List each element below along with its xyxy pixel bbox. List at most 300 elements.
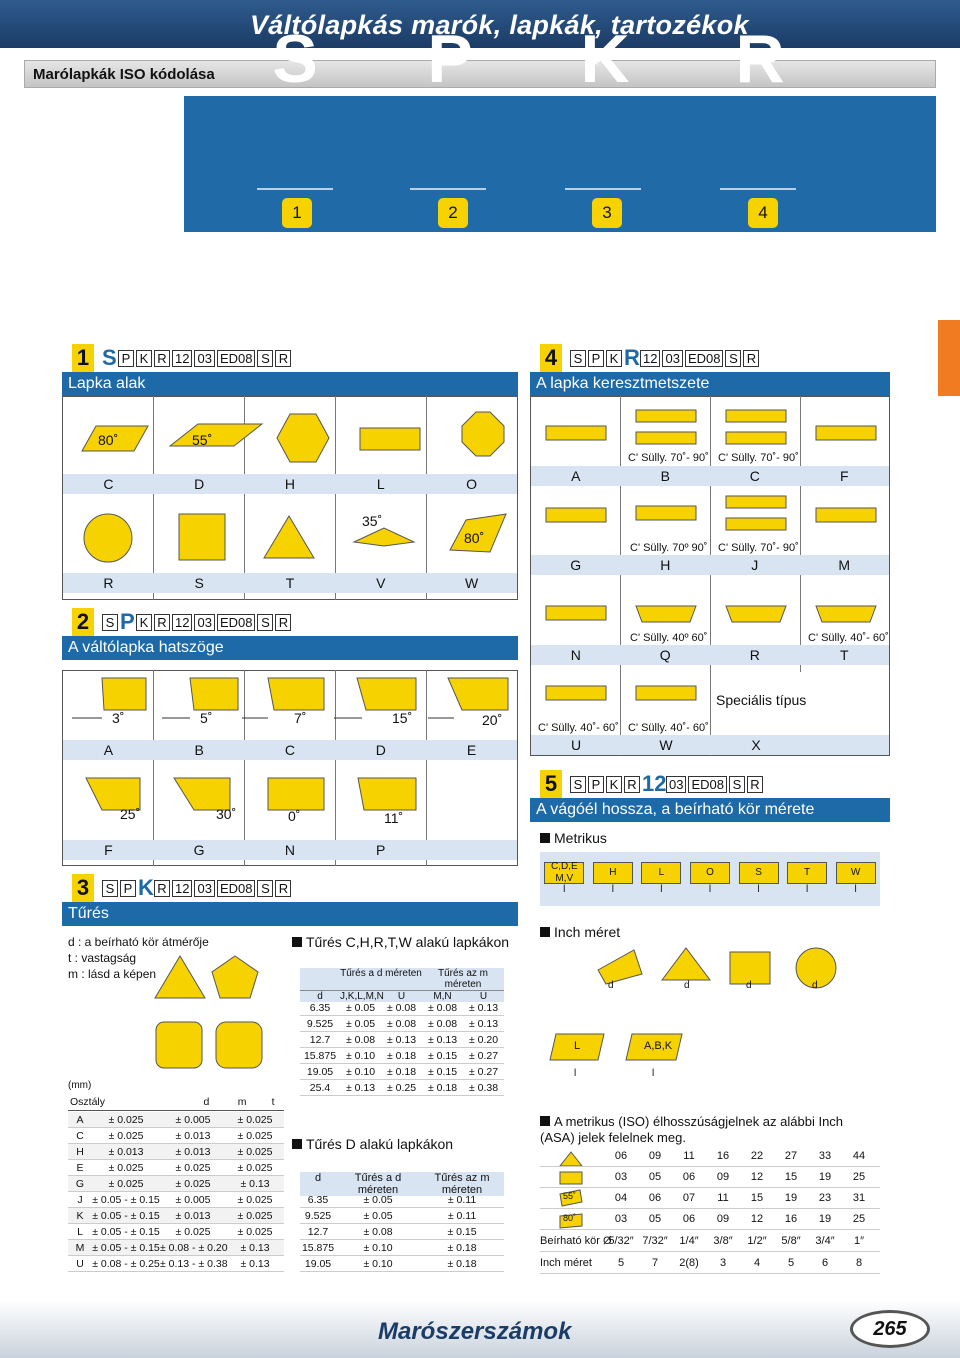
table-cell: 6.35 (309, 1001, 331, 1014)
octagon-icon (462, 412, 504, 456)
table-cell: ± 0.13 (386, 1033, 417, 1046)
col-header: Osztály (70, 1096, 106, 1108)
unit-label: (mm) (68, 1080, 92, 1091)
table-cell: 3/4″ (815, 1234, 835, 1247)
section-bar: A váltólapka hatszöge (62, 636, 518, 660)
table-cell: 3/8″ (713, 1234, 733, 1247)
note: C' Sülly. 40º 60˚ (630, 632, 708, 644)
col-header: d (203, 1096, 210, 1108)
angle-code: F (104, 842, 113, 858)
square-icon (156, 1022, 202, 1068)
table-cell: 5/8″ (781, 1234, 801, 1247)
table-cell: 15.875 (301, 1241, 335, 1254)
table-cell: ± 0.025 (108, 1177, 144, 1190)
divider (565, 188, 641, 190)
table-cell: 31 (852, 1192, 866, 1204)
table-row (68, 1160, 284, 1176)
code-box: 03 (662, 350, 682, 367)
legend-line: t : vastagság (68, 951, 137, 965)
table-cell: ± 0.27 (468, 1065, 499, 1078)
tol-a-title (292, 934, 509, 950)
table-cell: 9.525 (306, 1017, 334, 1030)
table-cell: ± 0.025 (175, 1225, 211, 1238)
angle-label: 35˚ (362, 513, 383, 529)
table-cell: 07 (682, 1192, 696, 1204)
highlight-code: S (102, 345, 117, 370)
angle-label: 0˚ (288, 808, 301, 824)
dim-label: d (684, 980, 690, 991)
angle-label: 7˚ (294, 710, 307, 726)
table-row (68, 1224, 284, 1240)
code-box: 12 (172, 880, 192, 897)
cross-section-label-row (531, 645, 889, 665)
dim-label: l (805, 884, 809, 895)
special-type-label: Speciális típus (716, 692, 807, 708)
code-row-4 (540, 344, 759, 372)
col-header: d (314, 1172, 322, 1184)
metric-shape (690, 862, 730, 896)
code-row-3 (72, 874, 291, 902)
highlight-code: 12 (642, 771, 667, 796)
table-cell: ± 0.05 (345, 1017, 376, 1030)
code-box: K (606, 776, 622, 793)
note: C' Sülly. 70˚- 90˚ (628, 452, 709, 464)
table-cell: 09 (648, 1150, 662, 1162)
table-cell: 5/32″ (608, 1234, 634, 1247)
code-box: S (102, 614, 118, 631)
banner-number: 1 (282, 198, 312, 228)
rectangle-icon (360, 428, 420, 450)
table-row (68, 1112, 284, 1128)
shape-code: T (285, 575, 295, 591)
metric-shape (593, 862, 633, 896)
code-row-1 (72, 344, 291, 372)
table-cell: A (76, 1113, 84, 1126)
metric-shape (544, 862, 584, 896)
tolerance-class-rows (68, 1112, 284, 1272)
table-row (68, 1176, 284, 1192)
square-icon (179, 514, 225, 560)
table-cell: 06 (614, 1150, 628, 1162)
table-cell: 15 (784, 1171, 798, 1183)
angle-label: 11˚ (384, 810, 404, 826)
angle-label: 15˚ (392, 710, 413, 726)
table-cell: 1/4″ (679, 1234, 699, 1247)
code-box: 03 (194, 614, 214, 631)
table-cell: ± 0.05 - ± 0.15 (92, 1241, 160, 1254)
dim-label: l (652, 1068, 655, 1079)
code-box: S (102, 880, 118, 897)
note: C' Sülly. 70˚- 90˚ (718, 452, 799, 464)
code-box: ED08 (217, 350, 256, 367)
table-cell: ± 0.013 (175, 1145, 211, 1158)
table-cell: 04 (614, 1192, 628, 1204)
code-box: 12 (640, 350, 660, 367)
tolerance-class-table (68, 1094, 284, 1111)
table-cell: 1″ (853, 1234, 864, 1247)
inch-heading (540, 924, 620, 940)
table-cell: ± 0.13 (468, 1001, 499, 1014)
table-cell: 2(8) (679, 1256, 699, 1269)
metric-shape-label: S (739, 862, 779, 884)
table-cell: 19.05 (306, 1065, 334, 1078)
conversion-note (540, 1114, 880, 1146)
table-cell: 6 (821, 1256, 829, 1269)
triangle-icon (155, 956, 205, 998)
dim-label: l (574, 1068, 577, 1079)
angle-label: 20˚ (482, 712, 503, 728)
page-number: 265 (850, 1310, 930, 1348)
table-cell: 05 (648, 1171, 662, 1183)
angle-label-row (63, 740, 517, 760)
table-cell: 25.4 (309, 1081, 331, 1094)
highlight-code: K (138, 875, 154, 900)
angle-code: E (466, 742, 477, 758)
cross-section-code: Q (659, 647, 671, 663)
shape-code: O (466, 476, 478, 492)
code-box: 03 (194, 880, 214, 897)
table-row (300, 1080, 504, 1096)
table-cell: 27 (784, 1150, 798, 1162)
code-box: S (729, 776, 745, 793)
table-cell: 9.525 (304, 1209, 332, 1222)
table-cell: ± 0.005 (175, 1113, 211, 1126)
wedge-icon (448, 678, 508, 710)
highlight-code: R (624, 345, 640, 370)
code-box: R (275, 880, 291, 897)
cross-section-code: A (571, 468, 581, 484)
code-box: S (570, 776, 586, 793)
shape-code: V (376, 575, 386, 591)
table-cell: ± 0.15 (427, 1049, 458, 1062)
note: C' Sülly. 70º 90˚ (630, 542, 708, 554)
metric-shape-label: H (593, 862, 633, 884)
table-row (300, 1016, 504, 1032)
angle-label: 3˚ (112, 710, 125, 726)
metric-shape-label: L (641, 862, 681, 884)
metric-shapes (540, 852, 880, 906)
code-box: 03 (194, 350, 214, 367)
table-cell: Inch méret (540, 1256, 592, 1269)
table-cell: ± 0.025 (237, 1161, 273, 1174)
table-cell: 12.7 (309, 1033, 331, 1046)
table-cell: 19 (818, 1213, 832, 1225)
code-box: S (725, 350, 741, 367)
table-cell: ± 0.13 (345, 1081, 376, 1094)
code-box: R (154, 614, 170, 631)
table-cell: ± 0.18 (427, 1081, 458, 1094)
section-bar: A vágóél hossza, a beírható kör mérete (530, 798, 890, 822)
table-cell: ± 0.15 (427, 1065, 458, 1078)
col-header: Tűrés az m méreten (437, 968, 488, 990)
table-cell: 7/32″ (642, 1234, 668, 1247)
table-cell: ± 0.13 (427, 1033, 458, 1046)
table-cell: 1/2″ (747, 1234, 767, 1247)
code-box: P (588, 776, 604, 793)
circle-icon (84, 514, 132, 562)
cross-section-code: U (570, 737, 582, 753)
banner-letter: S (272, 21, 318, 97)
table-cell: 15 (750, 1192, 764, 1204)
code-box: S (570, 350, 586, 367)
table-cell: ± 0.13 (468, 1017, 499, 1030)
rhombus-icon (598, 950, 642, 984)
table-cell: ± 0.013 (175, 1129, 211, 1142)
table-row (300, 1240, 504, 1256)
banner-number: 3 (592, 198, 622, 228)
table-cell: ± 0.08 - ± 0.20 (160, 1241, 228, 1254)
banner-number: 2 (438, 198, 468, 228)
divider (720, 188, 796, 190)
table-cell: 06 (682, 1171, 696, 1183)
code-box: R (154, 880, 170, 897)
wedge-icon (190, 678, 238, 710)
metric-shape (836, 862, 876, 896)
table-row (540, 1146, 880, 1167)
code-box: R (275, 614, 291, 631)
dim-label: l (611, 884, 614, 895)
note: C' Sülly. 40˚- 60˚ (538, 722, 619, 734)
table-cell: 12 (750, 1171, 764, 1183)
cross-section-code: W (659, 737, 673, 753)
table-cell: 03 (614, 1171, 628, 1183)
table-cell: L (77, 1225, 83, 1238)
table-cell: 19.05 (304, 1257, 332, 1270)
rhombus-55-icon (170, 424, 262, 446)
cross-section-drawings (530, 396, 890, 756)
table-cell: ± 0.13 - ± 0.38 (160, 1257, 228, 1270)
wedge-icon (357, 678, 416, 710)
table-row (68, 1144, 284, 1160)
metric-shape-label: O (690, 862, 730, 884)
tol-b-title (292, 1136, 453, 1152)
col-header: Tűrés a d méreten (354, 1172, 402, 1196)
metric-shape-label: W (836, 862, 876, 884)
code-box: ED08 (217, 614, 256, 631)
angle-label: 5˚ (200, 710, 213, 726)
table-cell: ± 0.11 (447, 1209, 477, 1222)
dim-label: l (708, 884, 712, 895)
code-box: R (154, 350, 170, 367)
table-cell: ± 0.05 (363, 1209, 393, 1222)
table-cell: C (76, 1129, 84, 1142)
table-cell: 6.35 (307, 1193, 329, 1206)
table-row (300, 1000, 504, 1016)
table-cell: 3 (719, 1256, 727, 1269)
cross-section-code: N (570, 647, 581, 663)
wedge-icon (268, 778, 324, 810)
table-cell: 12 (750, 1213, 764, 1225)
code-box: 12 (172, 350, 192, 367)
angle-label: 80˚ (98, 432, 119, 448)
angle-label: 80˚ (563, 1213, 577, 1223)
section-title: Marólapkák ISO kódolása (33, 66, 215, 83)
note: C' Sülly. 70˚- 90˚ (718, 542, 799, 554)
tolerance-diagram (140, 952, 290, 1082)
legend-line: d : a beírható kör átmérője (68, 935, 209, 949)
table-cell: 23 (818, 1192, 832, 1204)
clearance-angle-drawings (62, 670, 518, 866)
cross-section-code: T (839, 647, 849, 663)
table-cell: G (75, 1177, 85, 1190)
table-cell: ± 0.10 (363, 1241, 393, 1254)
table-cell: 25 (852, 1171, 866, 1183)
table-cell: 5 (787, 1256, 795, 1269)
angle-code: G (193, 842, 205, 858)
table-cell: 7 (651, 1256, 659, 1269)
angle-code: N (284, 842, 295, 858)
dim-label: l (757, 884, 760, 895)
table-cell: 22 (750, 1150, 764, 1162)
tol-b-rows (300, 1192, 504, 1272)
shape-code: C (103, 476, 114, 492)
col-header: U (479, 991, 488, 1002)
dim-label: l (563, 884, 566, 895)
table-cell: 05 (648, 1213, 662, 1225)
code-box: ED08 (685, 350, 724, 367)
table-row (68, 1192, 284, 1208)
cross-section-code: J (751, 557, 759, 573)
table-cell: ± 0.08 - ± 0.25 (92, 1257, 160, 1270)
section-bar: Tűrés (62, 902, 518, 926)
metric-label: Metrikus (554, 830, 607, 846)
dim-label: d (608, 980, 614, 991)
table-cell: ± 0.005 (175, 1193, 211, 1206)
table-cell: ± 0.025 (237, 1193, 273, 1206)
tol-a-rows (300, 1000, 504, 1096)
table-cell: ± 0.10 (345, 1065, 376, 1078)
table-cell: ± 0.05 - ± 0.15 (92, 1225, 160, 1238)
angle-code: D (375, 742, 386, 758)
metric-shape (641, 862, 681, 896)
code-box: K (136, 614, 152, 631)
table-cell: 19 (818, 1171, 832, 1183)
metric-shape (787, 862, 827, 896)
table-cell: ± 0.025 (237, 1129, 273, 1142)
table-cell: ± 0.025 (108, 1129, 144, 1142)
col-header: d (317, 991, 323, 1002)
code-box: 12 (172, 614, 192, 631)
cross-section-code: R (749, 647, 760, 663)
table-cell: 11 (717, 1192, 729, 1204)
page-title: Váltólapkás marók, lapkák, tartozékok (250, 10, 749, 40)
tol-b-title-text: Tűrés D alakú lapkákon (306, 1136, 454, 1152)
wedge-icon (102, 678, 146, 710)
col-header: J,K,L,M,N (340, 991, 384, 1002)
code-box: K (136, 350, 152, 367)
shape-code: L (376, 476, 385, 492)
code-row-2 (72, 608, 291, 636)
table-row (68, 1240, 284, 1256)
table-cell: ± 0.18 (386, 1065, 417, 1078)
angle-code: C (284, 742, 296, 758)
divider (257, 188, 333, 190)
table-cell: ± 0.15 (447, 1225, 477, 1238)
table-cell: 25 (852, 1213, 866, 1225)
table-cell: ± 0.025 (175, 1161, 211, 1174)
inch-label: Inch méret (554, 924, 621, 940)
table-cell: ± 0.08 (427, 1017, 458, 1030)
angle-label: 55˚ (192, 432, 213, 448)
pentagon-icon (212, 956, 258, 998)
table-cell: ± 0.20 (468, 1033, 499, 1046)
table-cell: ± 0.05 - ± 0.15 (92, 1193, 160, 1206)
section-number: 3 (72, 874, 94, 902)
col-header: t (271, 1096, 275, 1108)
table-row (540, 1188, 880, 1209)
section-number: 2 (72, 608, 94, 636)
table-cell: ± 0.025 (175, 1177, 211, 1190)
table-row (540, 1167, 880, 1188)
table-cell: H (76, 1145, 84, 1158)
table-cell: ± 0.18 (447, 1257, 477, 1270)
conversion-table (540, 1146, 880, 1274)
table-row (68, 1208, 284, 1224)
cross-section-code: G (570, 557, 582, 573)
table-cell: ± 0.025 (237, 1225, 273, 1238)
tol-a-title-text: Tűrés C,H,R,T,W alakú lapkákon (306, 934, 510, 950)
table-cell: 19 (784, 1192, 798, 1204)
angle-label-row (63, 840, 517, 860)
table-cell: ± 0.08 (386, 1001, 417, 1014)
table-cell: 15.875 (303, 1049, 337, 1062)
triangle-icon (264, 516, 314, 558)
cross-section-code: M (838, 557, 851, 573)
shape-code: S (194, 575, 204, 591)
angle-code: B (194, 742, 204, 758)
table-cell: ± 0.08 (363, 1225, 393, 1238)
table-cell: U (76, 1257, 84, 1270)
dim-label: l (854, 884, 857, 895)
section-number: 5 (540, 770, 562, 798)
table-cell: ± 0.10 (363, 1257, 393, 1270)
code-row-5 (540, 770, 763, 798)
table-cell: ± 0.10 (345, 1049, 376, 1062)
table-cell: 06 (682, 1213, 696, 1225)
table-cell: Beírható kör Ø (540, 1234, 612, 1247)
cross-section-label-row (531, 735, 889, 755)
angle-label: 80˚ (464, 530, 485, 546)
cross-section-code: F (839, 468, 849, 484)
col-header: Tűrés az m méreten (434, 1172, 490, 1196)
table-cell: ± 0.38 (468, 1081, 499, 1094)
footer-title: Marószerszámok (378, 1318, 572, 1345)
triangle-icon (662, 948, 710, 980)
note-text: A metrikus (ISO) élhosszúságjelnek az alábbi Inch (ASA) jelek felelnek meg. (540, 1114, 844, 1145)
metric-heading (540, 830, 607, 846)
table-cell: M (75, 1241, 85, 1254)
table-cell: ± 0.013 (175, 1209, 211, 1222)
cross-section-code: H (660, 557, 671, 573)
cross-section-label-row (531, 555, 889, 575)
table-cell: E (76, 1161, 84, 1174)
shape-code: R (103, 575, 114, 591)
table-row (540, 1230, 880, 1252)
code-box: K (606, 350, 622, 367)
shape-code: A,B,K (644, 1040, 673, 1052)
table-cell: 12.7 (307, 1225, 329, 1238)
table-cell: ± 0.013 (108, 1145, 144, 1158)
section-bar: Lapka alak (62, 372, 518, 396)
cross-section-code: B (660, 468, 670, 484)
angle-label: 55˚ (563, 1191, 577, 1201)
wedge-icon (358, 778, 416, 810)
shape-label-row (63, 573, 517, 593)
table-cell: ± 0.025 (108, 1113, 144, 1126)
highlight-code: P (120, 609, 135, 634)
table-row (300, 1224, 504, 1240)
table-cell: 09 (716, 1213, 730, 1225)
